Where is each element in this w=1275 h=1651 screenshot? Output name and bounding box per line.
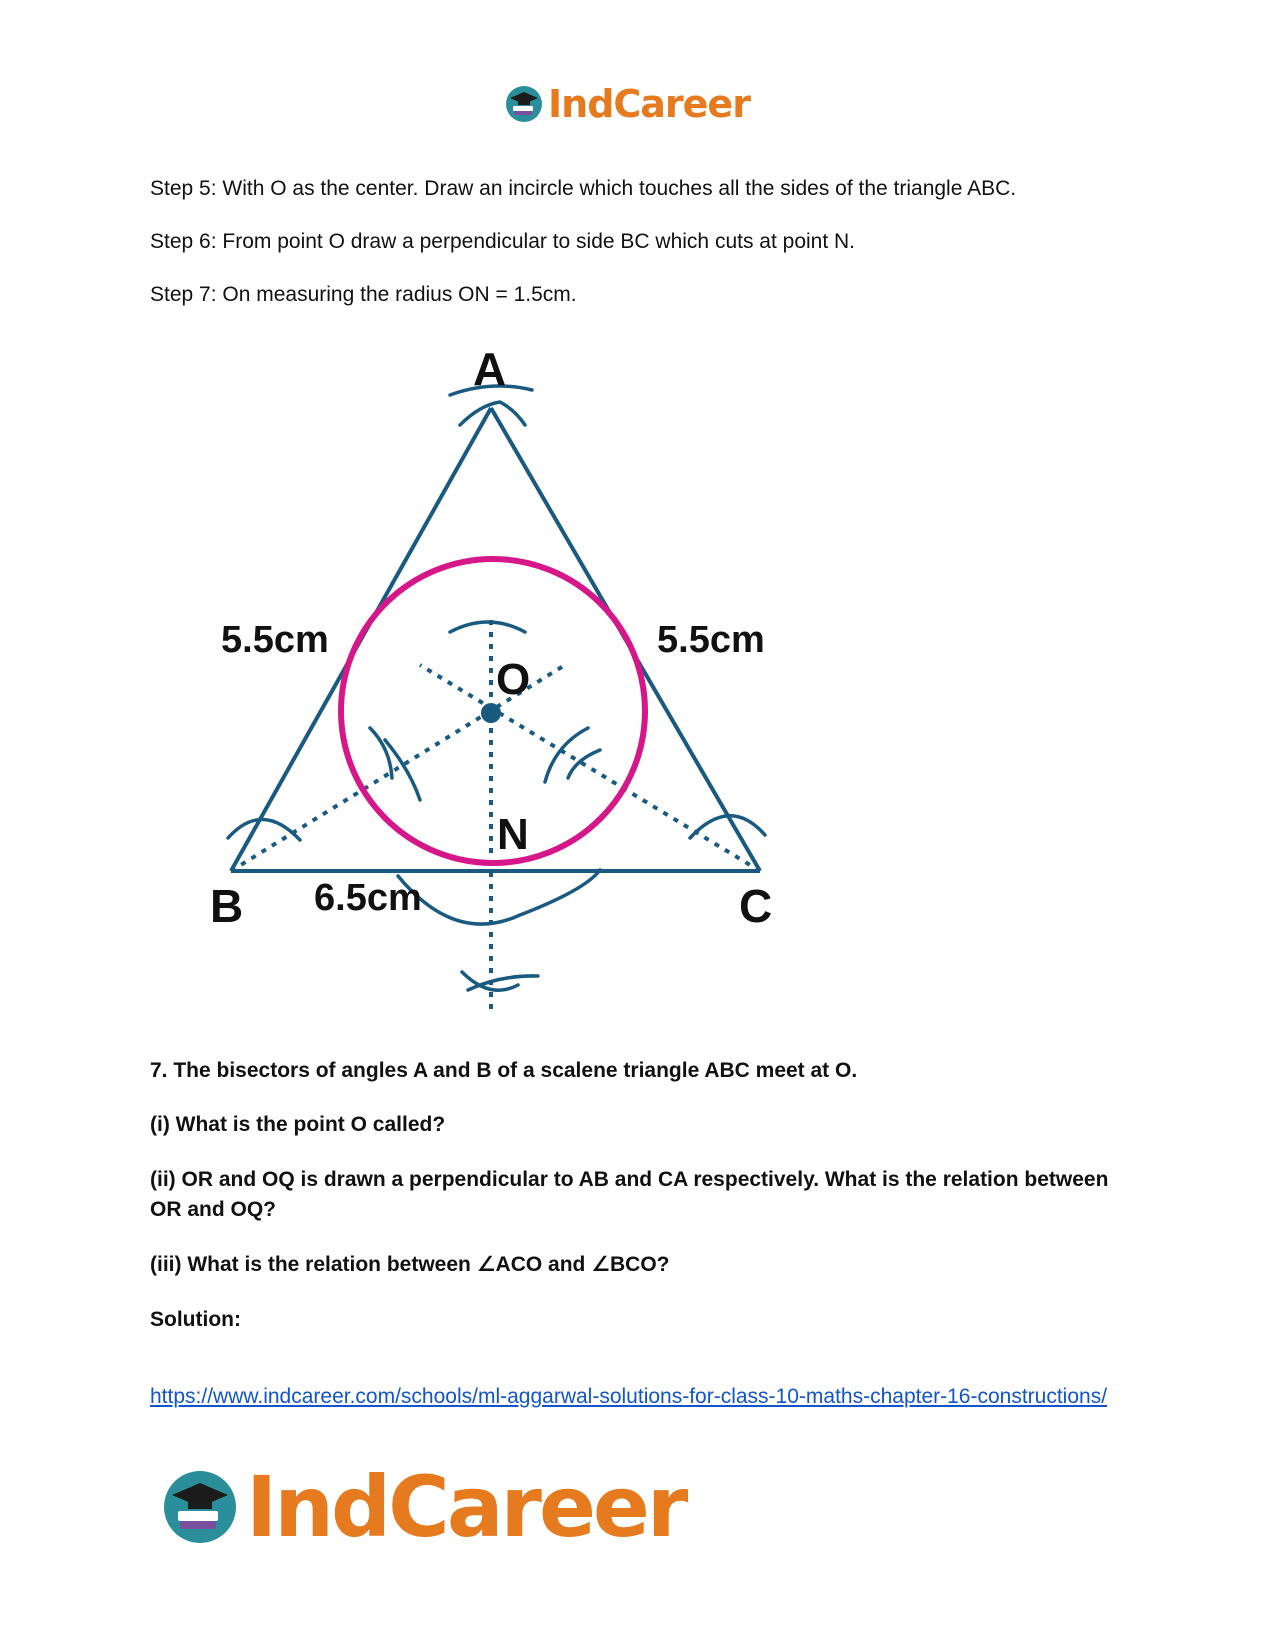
foot-label-n: N	[497, 810, 529, 859]
arc-o-top	[450, 622, 525, 632]
question-part-i: (i) What is the point O called?	[150, 1113, 446, 1136]
bisector-from-c	[420, 665, 760, 871]
header-logo-text: IndCareer	[548, 82, 750, 126]
footer-logo-text: IndCareer	[246, 1458, 686, 1556]
step-6-text: Step 6: From point O draw a perpendicular to side BC which cuts at point N.	[150, 230, 856, 253]
center-point-o	[481, 703, 501, 723]
arc-bisector-b-1	[370, 728, 392, 778]
center-label-o: O	[496, 655, 531, 704]
step-5-text: Step 5: With O as the center. Draw an incircle which touches all the sides of the triangle ABC.	[150, 177, 1017, 200]
vertex-label-c: C	[739, 880, 773, 932]
question-part-iii: (iii) What is the relation between ∠ACO and ∠BCO?	[150, 1253, 670, 1276]
arc-below-bc	[398, 870, 600, 924]
arc-c	[690, 816, 765, 838]
step-7-text: Step 7: On measuring the radius ON = 1.5cm.	[150, 283, 577, 306]
arc-b	[228, 819, 300, 840]
arc-bisector-c-1	[545, 728, 588, 782]
side-label-bc: 6.5cm	[314, 877, 422, 919]
source-link[interactable]: https://www.indcareer.com/schools/ml-aggarwal-solutions-for-class-10-maths-chapter-16-constructions/	[150, 1385, 1108, 1408]
vertex-label-b: B	[210, 880, 244, 932]
footer-logo[interactable]	[160, 1458, 686, 1556]
question-title: 7. The bisectors of angles A and B of a scalene triangle ABC meet at O.	[150, 1059, 858, 1082]
question-part-ii: (ii) OR and OQ is drawn a perpendicular to AB and CA respectively. What is the relation between OR and OQ?	[150, 1168, 1109, 1221]
vertex-label-a: A	[473, 343, 507, 395]
solution-label: Solution:	[150, 1308, 241, 1331]
side-label-ac: 5.5cm	[657, 619, 765, 661]
side-label-ab: 5.5cm	[221, 619, 329, 661]
graduation-cap-icon	[160, 1467, 240, 1547]
